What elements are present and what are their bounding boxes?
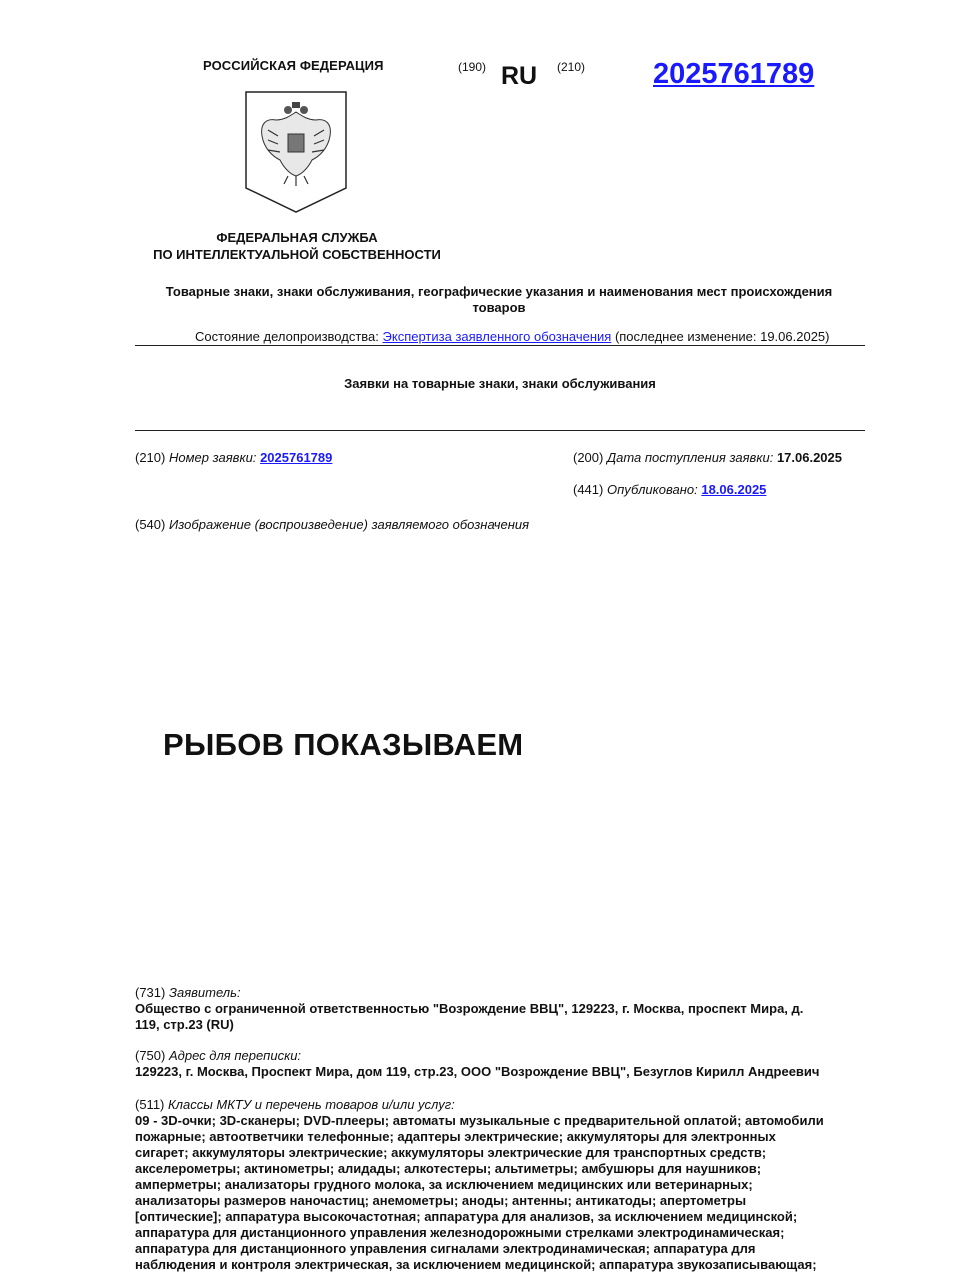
country-code: RU	[501, 62, 538, 90]
filing-date-value: 17.06.2025	[776, 450, 843, 465]
inid-code-190: (190)	[458, 60, 487, 74]
field-code: (540)	[135, 517, 166, 532]
category-line-2: товаров	[472, 300, 526, 315]
field-label: Адрес для переписки:	[168, 1048, 302, 1063]
published-date-link[interactable]: 18.06.2025	[701, 482, 767, 497]
applicant-section	[135, 985, 855, 1033]
applicant-line-1: Общество с ограниченной ответственностью "Возрождение ВВЦ", 129223, г. Москва, проспект Мира, д.	[135, 1001, 804, 1016]
section-title: Заявки на товарные знаки, знаки обслуживания	[344, 376, 656, 391]
classes-line: 09 - 3D-очки; 3D-сканеры; DVD-плееры; автоматы музыкальные с предварительной оплатой; автомобили	[135, 1113, 824, 1128]
field-label: Номер заявки:	[168, 450, 257, 465]
service-line-2: ПО ИНТЕЛЛЕКТУАЛЬНОЙ СОБСТВЕННОСТИ	[153, 247, 441, 262]
divider	[135, 430, 865, 431]
app-number-link[interactable]: 2025761789	[260, 450, 333, 465]
service-name	[140, 229, 454, 263]
field-label: Заявитель:	[168, 985, 241, 1000]
correspondence-section	[135, 1048, 855, 1080]
classes-section	[135, 1097, 855, 1273]
document-number-link[interactable]: 2025761789	[653, 58, 815, 90]
status-value-link[interactable]: Экспертиза заявленного обозначения	[382, 329, 612, 344]
coat-of-arms-icon	[244, 90, 348, 214]
status-line	[195, 329, 830, 344]
correspondence-value: 129223, г. Москва, Проспект Мира, дом 119, стр.23, ООО "Возрождение ВВЦ", Безуглов Кирилл Андреевич	[135, 1064, 820, 1079]
category-title	[140, 284, 858, 316]
field-published	[573, 482, 766, 497]
field-label: Классы МКТУ и перечень товаров и/или услуг:	[168, 1097, 455, 1112]
field-image	[135, 517, 529, 532]
classes-line: аппаратура для дистанционного управления железнодорожными стрелками электродинамическая;	[135, 1225, 785, 1240]
field-code: (511)	[135, 1097, 165, 1112]
status-note: (последнее изменение: 19.06.2025)	[614, 329, 830, 344]
classes-line: аппаратура для дистанционного управления сигналами электродинамическая; аппаратура для	[135, 1241, 756, 1256]
field-label: Опубликовано:	[606, 482, 698, 497]
status-label: Состояние делопроизводства:	[195, 329, 379, 344]
trademark-image-text: РЫБОВ ПОКАЗЫВАЕМ	[163, 727, 524, 762]
service-line-1: ФЕДЕРАЛЬНАЯ СЛУЖБА	[216, 230, 378, 245]
field-filing-date	[573, 450, 842, 465]
classes-line: акселерометры; актинометры; алидады; алкотестеры; альтиметры; амбушюры для наушников;	[135, 1161, 762, 1176]
applicant-line-2: 119, стр.23 (RU)	[135, 1017, 234, 1032]
inid-code-210: (210)	[557, 60, 586, 74]
classes-line: наблюдения и контроля электрическая, за исключением медицинской; аппаратура звукозаписывающая;	[135, 1257, 817, 1272]
classes-line: сигарет; аккумуляторы электрические; аккумуляторы электрические для транспортных средств;	[135, 1145, 767, 1160]
field-code: (441)	[573, 482, 604, 497]
classes-line: анализаторы размеров наночастиц; анемометры; аноды; антенны; антикатоды; апертометры	[135, 1193, 747, 1208]
field-app-number	[135, 450, 332, 465]
category-line-1: Товарные знаки, знаки обслуживания, географические указания и наименования мест происхождения	[165, 284, 833, 299]
country-name: РОССИЙСКАЯ ФЕДЕРАЦИЯ	[203, 58, 384, 73]
field-code: (731)	[135, 985, 166, 1000]
field-label: Дата поступления заявки:	[606, 450, 774, 465]
field-code: (750)	[135, 1048, 166, 1063]
field-code: (200)	[573, 450, 604, 465]
classes-line: пожарные; автоответчики телефонные; адаптеры электрические; аккумуляторы для электронных	[135, 1129, 776, 1144]
classes-line: [оптические]; аппаратура высокочастотная; аппаратура для анализов, за исключением медицинской;	[135, 1209, 798, 1224]
divider	[135, 345, 865, 346]
field-label: Изображение (воспроизведение) заявляемого обозначения	[168, 517, 530, 532]
classes-line: амперметры; анализаторы грудного молока, за исключением медицинских или ветеринарных;	[135, 1177, 753, 1192]
field-code: (210)	[135, 450, 166, 465]
